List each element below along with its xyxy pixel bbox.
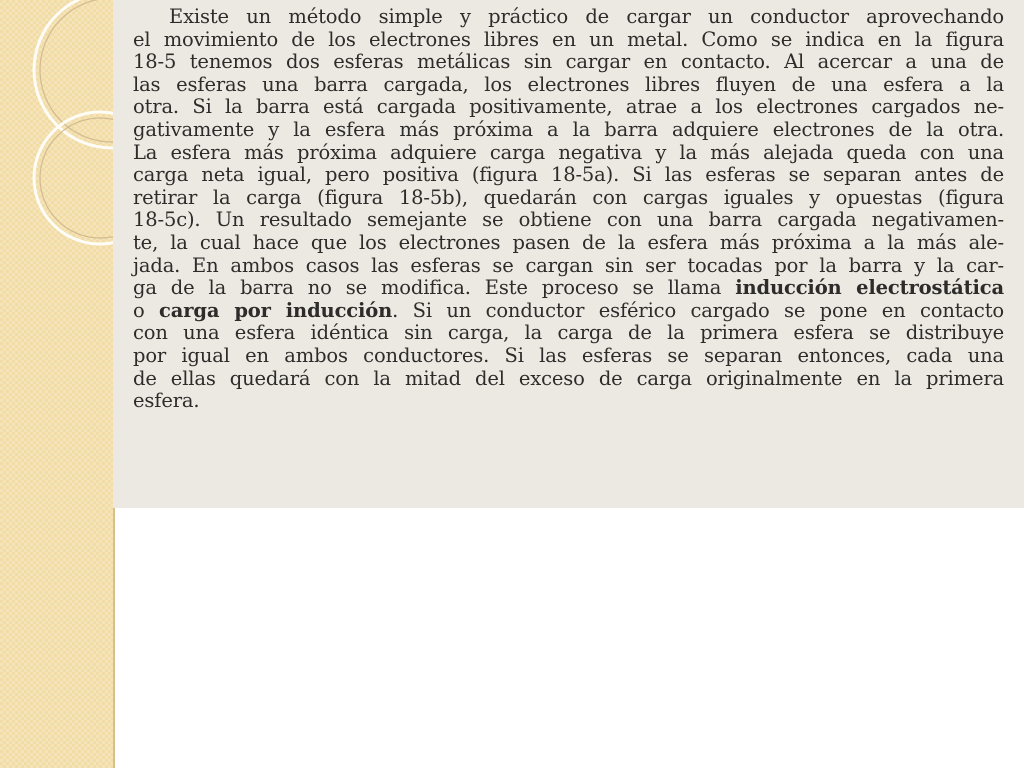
- bold-term: inducción electrostática: [735, 276, 1004, 300]
- text-line: 18-5 tenemos dos esferas metálicas sin cargar en contacto. Al acercar a una de: [133, 50, 1004, 74]
- text-line: el movimiento de los electrones libres en un metal. Como se indica en la figura: [133, 27, 1004, 51]
- text-line: las esferas una barra cargada, los electrones libres fluyen de una esfera a la: [133, 72, 1004, 96]
- text-line: gativamente y la esfera más próxima a la barra adquiere electrones de la otra.: [133, 117, 1004, 141]
- text-line: con una esfera idéntica sin carga, la carga de la primera esfera se distribuye: [133, 321, 1004, 345]
- text-line: Existe un método simple y práctico de cargar un conductor aprovechando: [169, 5, 1004, 28]
- large-ring-icon: [34, 0, 113, 148]
- text-fragment: ga de la barra no se modifica. Este proceso se llama: [133, 276, 722, 300]
- bold-term: carga por inducción: [159, 298, 393, 322]
- small-ring-icon: [34, 112, 113, 244]
- decorative-circles-icon: [0, 0, 113, 768]
- text-line: jada. En ambos casos las esferas se cargan sin ser tocadas por la barra y la car-: [133, 253, 1004, 277]
- decorative-side-panel: [0, 0, 115, 768]
- text-line: La esfera más próxima adquiere carga negativa y la más alejada queda con una: [133, 140, 1004, 164]
- text-fragment: o: [133, 298, 145, 322]
- scanned-page: [113, 0, 1024, 508]
- text-line: esfera.: [133, 389, 200, 413]
- text-line: [133, 277, 1004, 300]
- text-line: te, la cual hace que los electrones pasen de la esfera más próxima a la más ale-: [133, 230, 1004, 254]
- text-line: retirar la carga (figura 18-5b), quedarán con cargas iguales y opuestas (figura: [133, 185, 1004, 209]
- text-line: por igual en ambos conductores. Si las esferas se separan entonces, cada una: [133, 343, 1004, 367]
- text-fragment: . Si un conductor esférico cargado se pone en contacto: [392, 298, 1004, 322]
- text-line: 18-5c). Un resultado semejante se obtiene con una barra cargada negativamen-: [133, 208, 1004, 232]
- text-line: carga neta igual, pero positiva (figura 18-5a). Si las esferas se separan antes de: [133, 163, 1004, 187]
- text-line: [133, 300, 1004, 323]
- text-line: otra. Si la barra está cargada positivamente, atrae a los electrones cargados ne-: [133, 95, 1004, 119]
- text-line: de ellas quedará con la mitad del exceso de carga originalmente en la primera: [133, 366, 1004, 390]
- paragraph: [133, 6, 1004, 413]
